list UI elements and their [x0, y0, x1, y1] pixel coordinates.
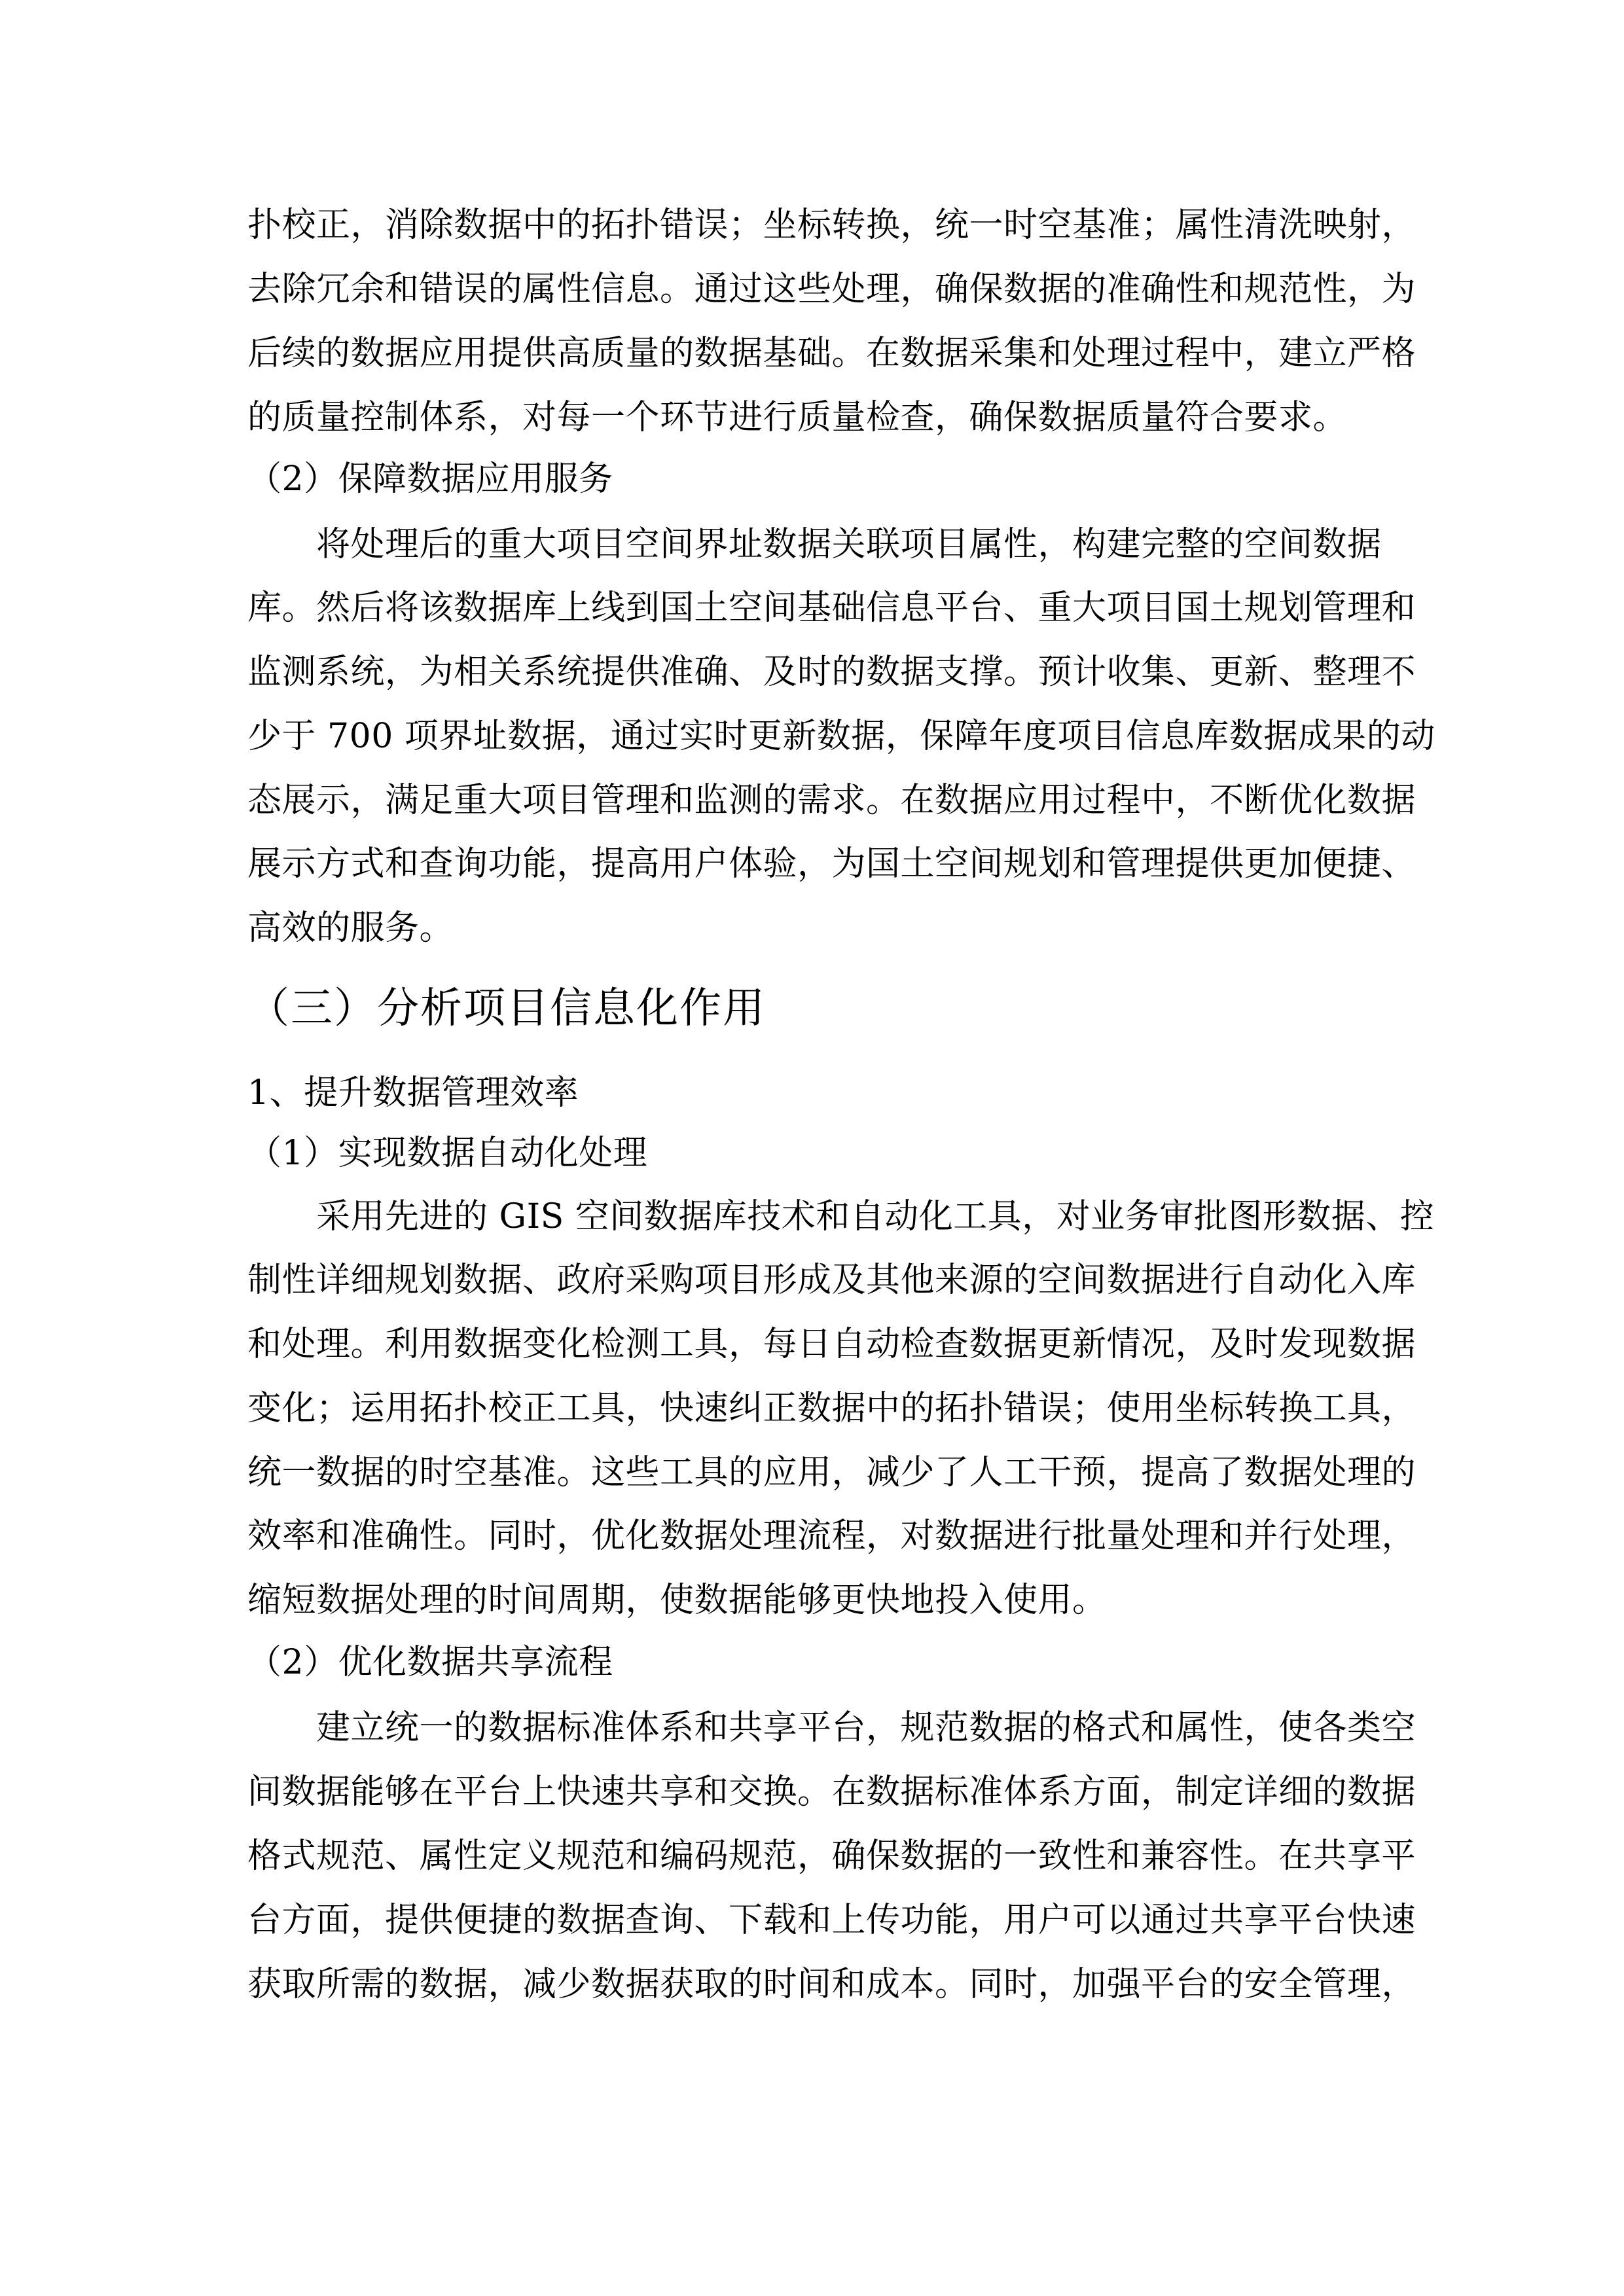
- numbered-heading: 1、提升数据管理效率: [247, 1073, 579, 1113]
- paragraph-line: 获取所需的数据，减少数据获取的时间和成本。同时，加强平台的安全管理，: [247, 1965, 1416, 2004]
- section-heading: （三）分析项目信息化作用: [247, 984, 766, 1033]
- paragraph-line: 间数据能够在平台上快速共享和交换。在数据标准体系方面，制定详细的数据: [247, 1772, 1416, 1812]
- paragraph-line: 格式规范、属性定义规范和编码规范，确保数据的一致性和兼容性。在共享平: [247, 1837, 1416, 1876]
- paragraph-line: 效率和准确性。同时，优化数据处理流程，对数据进行批量处理和并行处理，: [247, 1516, 1416, 1556]
- subheading: （2）保障数据应用服务: [247, 459, 613, 499]
- paragraph-line: 高效的服务。: [247, 908, 454, 948]
- paragraph-line: 变化；运用拓扑校正工具，快速纠正数据中的拓扑错误；使用坐标转换工具，: [247, 1389, 1416, 1428]
- paragraph-line: 监测系统，为相关系统提供准确、及时的数据支撑。预计收集、更新、整理不: [247, 653, 1416, 692]
- paragraph-line: 后续的数据应用提供高质量的数据基础。在数据采集和处理过程中，建立严格: [247, 334, 1416, 373]
- paragraph-line: 采用先进的 GIS 空间数据库技术和自动化工具，对业务审批图形数据、控: [247, 1197, 1435, 1236]
- paragraph-line: 态展示，满足重大项目管理和监测的需求。在数据应用过程中，不断优化数据: [247, 781, 1416, 820]
- paragraph-line: 缩短数据处理的时间周期，使数据能够更快地投入使用。: [247, 1581, 1107, 1620]
- paragraph-line: 的质量控制体系，对每一个环节进行质量检查，确保数据质量符合要求。: [247, 398, 1348, 437]
- subheading: （1）实现数据自动化处理: [247, 1134, 648, 1173]
- paragraph-line: 库。然后将该数据库上线到国土空间基础信息平台、重大项目国土规划管理和: [247, 588, 1416, 628]
- paragraph-line: 台方面，提供便捷的数据查询、下载和上传功能，用户可以通过共享平台快速: [247, 1901, 1416, 1940]
- paragraph-line: 制性详细规划数据、政府采购项目形成及其他来源的空间数据进行自动化入库: [247, 1261, 1416, 1300]
- paragraph-line: 扑校正，消除数据中的拓扑错误；坐标转换，统一时空基准；属性清洗映射，: [247, 206, 1416, 245]
- paragraph-line: 建立统一的数据标准体系和共享平台，规范数据的格式和属性，使各类空: [247, 1708, 1416, 1748]
- paragraph-line: 将处理后的重大项目空间界址数据关联项目属性，构建完整的空间数据: [247, 525, 1382, 564]
- paragraph-line: 少于 700 项界址数据，通过实时更新数据，保障年度项目信息库数据成果的动: [247, 717, 1435, 756]
- paragraph-line: 去除冗余和错误的属性信息。通过这些处理，确保数据的准确性和规范性，为: [247, 270, 1416, 309]
- paragraph-line: 和处理。利用数据变化检测工具，每日自动检查数据更新情况，及时发现数据: [247, 1325, 1416, 1364]
- subheading: （2）优化数据共享流程: [247, 1643, 613, 1682]
- paragraph-line: 统一数据的时空基准。这些工具的应用，减少了人工干预，提高了数据处理的: [247, 1453, 1416, 1492]
- paragraph-line: 展示方式和查询功能，提高用户体验，为国土空间规划和管理提供更加便捷、: [247, 844, 1416, 884]
